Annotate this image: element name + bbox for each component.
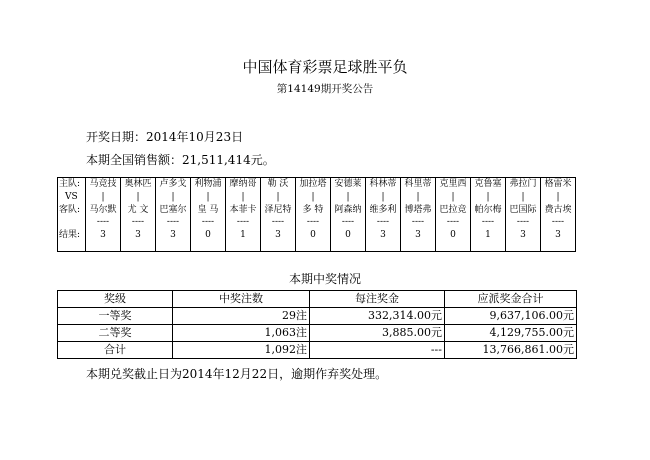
match-column [86, 178, 121, 252]
dash-separator: ---- [236, 217, 250, 228]
away-team: 博塔弗 [404, 204, 432, 215]
match-result: 3 [520, 230, 526, 241]
vs-mark: | [486, 191, 490, 202]
table-row [58, 308, 577, 325]
match-result: 3 [135, 230, 141, 241]
dash-separator: ---- [411, 217, 425, 228]
vs-mark: | [206, 191, 210, 202]
home-team: 克里西 [439, 179, 467, 189]
home-team: 摩纳哥 [229, 179, 257, 189]
home-team: 奥林匹 [124, 179, 152, 189]
away-team: 多 特 [302, 204, 324, 215]
match-result: 3 [380, 230, 386, 241]
vs-mark: | [276, 191, 280, 202]
vs-mark: | [556, 191, 560, 202]
home-team: 卢多戈 [159, 179, 187, 189]
page-subtitle: 第14149期开奖公告 [276, 83, 374, 95]
home-team: 弗拉门 [509, 179, 537, 189]
vs-mark: | [136, 191, 140, 202]
match-column [471, 178, 506, 252]
vs-mark: | [451, 191, 455, 202]
vs-mark: | [101, 191, 105, 202]
prize-per-bet: 3,885.00元 [310, 325, 445, 342]
match-result: 0 [310, 230, 316, 241]
match-column [156, 178, 191, 252]
away-team: 帕尔梅 [474, 204, 502, 215]
vs-mark: | [521, 191, 525, 202]
draw-date: 开奖日期：2014年10月23日 [86, 130, 244, 144]
away-team: 维多利 [369, 204, 397, 215]
vs-mark: | [416, 191, 420, 202]
prize-header-cell: 应派奖金合计 [445, 291, 577, 308]
sales-amount: 本期全国销售额：21,511,414元。 [86, 153, 275, 167]
home-team: 马竞技 [89, 179, 117, 189]
prize-level: 合计 [58, 342, 173, 359]
match-column [401, 178, 436, 252]
prize-total: 13,766,861.00元 [445, 342, 577, 359]
away-team: 巴拉竞 [439, 204, 467, 215]
winning-count: 1,063注 [173, 325, 310, 342]
blank-row-label [59, 216, 85, 229]
match-column [436, 178, 471, 252]
match-column [121, 178, 156, 252]
dash-separator: ---- [166, 217, 180, 228]
match-result: 0 [450, 230, 456, 241]
dash-separator: ---- [376, 217, 390, 228]
home-team: 加拉塔 [299, 179, 327, 189]
match-column [541, 178, 576, 252]
vs-mark: | [381, 191, 385, 202]
match-result: 3 [100, 230, 106, 241]
match-column [506, 178, 541, 252]
prize-header-cell: 奖级 [58, 291, 173, 308]
away-team: 本菲卡 [229, 204, 257, 215]
home-team: 安德莱 [334, 179, 362, 189]
home-team: 格雷米 [544, 179, 572, 189]
match-result: 0 [205, 230, 211, 241]
away-team: 皇 马 [197, 204, 219, 215]
match-column [226, 178, 261, 252]
dash-separator: ---- [306, 217, 320, 228]
table-row [58, 325, 577, 342]
home-team: 克鲁塞 [474, 179, 502, 189]
away-team: 巴国际 [509, 204, 537, 215]
match-result: 3 [275, 230, 281, 241]
dash-separator: ---- [271, 217, 285, 228]
match-row-labels [58, 178, 86, 252]
redemption-notice: 本期兑奖截止日为2014年12月22日，逾期作弃奖处理。 [86, 367, 388, 381]
dash-separator: ---- [516, 217, 530, 228]
table-row [58, 342, 577, 359]
vs-mark: | [346, 191, 350, 202]
home-row-label: 主队: [59, 179, 81, 189]
vs-mark: | [241, 191, 245, 202]
prize-table [57, 290, 577, 359]
match-result: 1 [240, 230, 246, 241]
winning-count: 1,092注 [173, 342, 310, 359]
prize-header-row [58, 291, 577, 308]
prize-total: 9,637,106.00元 [445, 308, 577, 325]
away-team: 尤 文 [127, 204, 149, 215]
home-team: 科林蒂 [369, 179, 397, 189]
prize-per-bet: --- [310, 342, 445, 359]
prize-total: 4,129,755.00元 [445, 325, 577, 342]
prize-level: 二等奖 [58, 325, 173, 342]
away-team: 泽尼特 [264, 204, 292, 215]
prize-header-cell: 每注奖金 [310, 291, 445, 308]
dash-separator: ---- [201, 217, 215, 228]
prize-section-title: 本期中奖情况 [288, 272, 361, 286]
page-title: 中国体育彩票足球胜平负 [242, 58, 408, 76]
dash-separator: ---- [551, 217, 565, 228]
match-result: 1 [485, 230, 491, 241]
vs-row-label: VS [65, 191, 78, 202]
home-team: 科里蒂 [404, 179, 432, 189]
dash-separator: ---- [446, 217, 460, 228]
match-result: 3 [555, 230, 561, 241]
dash-separator: ---- [481, 217, 495, 228]
vs-mark: | [311, 191, 315, 202]
dash-separator: ---- [96, 217, 110, 228]
prize-per-bet: 332,314.00元 [310, 308, 445, 325]
prize-level: 一等奖 [58, 308, 173, 325]
match-column [296, 178, 331, 252]
prize-header-cell: 中奖注数 [173, 291, 310, 308]
match-column [366, 178, 401, 252]
home-team: 利物浦 [194, 179, 222, 189]
match-result: 3 [170, 230, 176, 241]
match-table [57, 177, 576, 252]
result-row-label: 结果: [59, 230, 81, 241]
away-team: 巴塞尔 [159, 204, 187, 215]
dash-separator: ---- [341, 217, 355, 228]
match-result: 0 [345, 230, 351, 241]
away-team: 阿森纳 [334, 204, 362, 215]
match-column [191, 178, 226, 252]
away-row-label: 客队: [59, 204, 81, 215]
away-team: 费古埃 [544, 204, 572, 215]
match-column [331, 178, 366, 252]
match-column [261, 178, 296, 252]
dash-separator: ---- [131, 217, 145, 228]
away-team: 马尔默 [89, 204, 117, 215]
home-team: 勒 沃 [267, 179, 289, 189]
vs-mark: | [171, 191, 175, 202]
winning-count: 29注 [173, 308, 310, 325]
match-result: 3 [415, 230, 421, 241]
